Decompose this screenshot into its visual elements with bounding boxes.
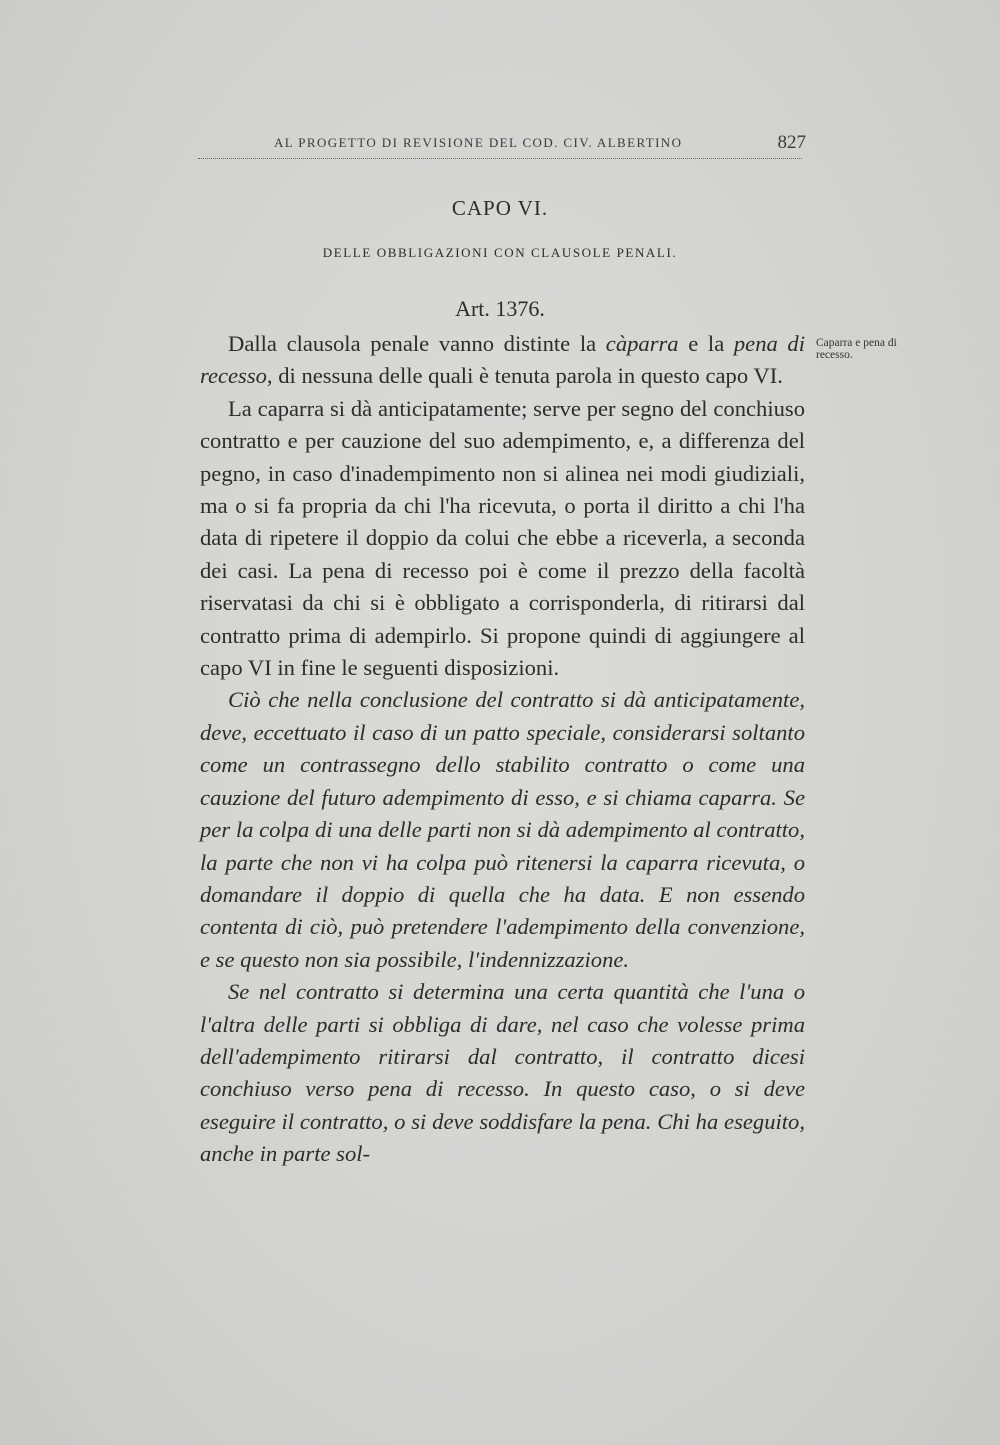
paragraph xyxy=(200,976,805,1170)
paragraph xyxy=(200,393,805,685)
body-text xyxy=(200,328,805,1171)
text-run: Dalla clausola penale vanno distinte la xyxy=(228,331,606,356)
article-heading: Art. 1376. xyxy=(455,296,545,321)
running-title: AL PROGETTO DI REVISIONE DEL COD. CIV. ALBERTINO xyxy=(274,135,683,150)
margin-note: Caparra e pena di recesso. xyxy=(816,337,897,361)
text-run: , di nessuna delle quali è tenuta parola in questo capo VI. xyxy=(266,363,783,389)
page-number: 827 xyxy=(777,132,806,153)
text-run: Se nel contratto si determina una certa quantità che l'una o l'altra delle parti si obbliga di dare, nel caso che volesse prima dell'adempimento ritirarsi dal contratto, il contratto dicesi conchiuso verso pena di recesso. In questo caso, o si deve eseguire il contratto, o si deve soddisfare la pena. Chi ha eseguito, anche in parte sol- xyxy=(200,979,805,1167)
paragraph xyxy=(200,328,805,393)
text-run: e la xyxy=(678,331,734,356)
chapter-title: DELLE OBBLIGAZIONI CON CLAUSOLE PENALI. xyxy=(322,245,678,260)
chapter-number: CAPO VI. xyxy=(451,196,549,220)
text-run: Ciò che nella conclusione del contratto si dà anticipatamente, deve, eccettuato il caso di un patto speciale, considerarsi soltanto come un contrassegno dello stabilito contratto o come una cauzione del futuro adempimento di esso, e si chiama caparra. Se per la colpa di una delle parti non si dà adempimento al contratto, la parte che non vi ha colpa può ritenersi la caparra ricevuta, o domandare il doppio di quella che ha data. E non essendo contenta di ciò, può pretendere l'adempimento della convenzione, e se questo non sia possibile, l'indennizzazione. xyxy=(200,687,805,972)
header-rule xyxy=(198,158,802,159)
text-run: La caparra si dà anticipatamente; serve per segno del conchiuso contratto e per cauzione del suo adempimento, e, a differenza del pegno, in caso d'inadempimento non si alinea nei modi giudiziali, ma o si fa propria da chi l'ha ricevuta, o porta il diritto a chi l'ha data di ripetere il doppio da colui che ebbe a riceverla, a seconda dei casi. La pena di recesso poi è come il prezzo della facoltà riservatasi da chi si è obbligato a corrisponderla, di ritirarsi dal contratto prima di adempirlo. Si propone quindi di aggiungere al capo VI in fine le seguenti disposizioni. xyxy=(200,395,805,681)
italic-term: càparra xyxy=(605,331,679,356)
paragraph xyxy=(200,684,805,976)
italic-term: pena di recesso xyxy=(200,331,806,389)
running-head xyxy=(198,132,810,156)
